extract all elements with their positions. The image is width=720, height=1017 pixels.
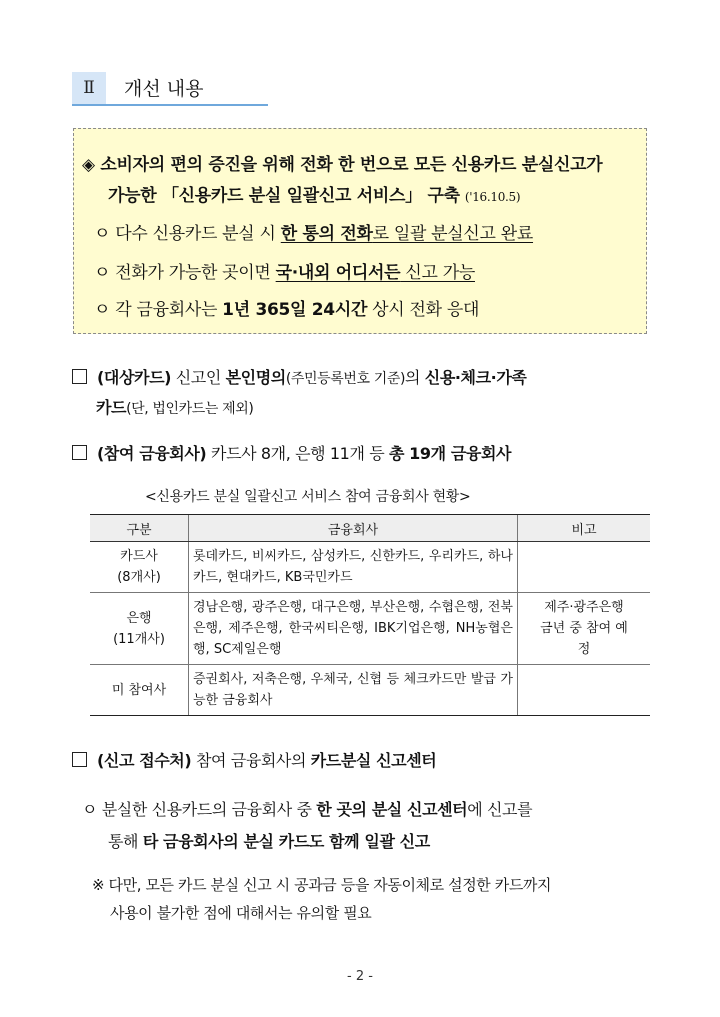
- category-sub: (11개사): [113, 631, 165, 647]
- table-header-note: 비고: [518, 515, 651, 542]
- summary-line-2-text: 가능한 「신용카드 분실 일괄신고 서비스」 구축: [108, 186, 460, 206]
- participants-paragraph: [72, 441, 511, 464]
- summary-item-2-post: 신고 가능: [400, 263, 475, 283]
- diamond-bullet-icon: ◈: [82, 155, 95, 175]
- category-sub: (8개사): [117, 570, 161, 585]
- target-cards-head: (대상카드): [97, 368, 172, 387]
- participants-t1: 카드사 8개, 은행 11개 등: [206, 444, 389, 463]
- page-number: - 2 -: [347, 969, 373, 984]
- summary-item-2-pre: ㅇ 전화가 가능한 곳이면: [94, 263, 276, 283]
- participants-t1b: 총 19개 금융회사: [388, 444, 512, 463]
- table-row: [90, 593, 650, 665]
- summary-item-2: [94, 258, 475, 283]
- reception-note-line-2: 사용이 불가한 점에 대해서는 유의할 필요: [110, 904, 372, 922]
- checkbox-square-icon: [72, 445, 87, 460]
- reception-p2b: 타 금융회사의 분실 카드도 함께 일괄 신고: [142, 832, 430, 851]
- participants-head: (참여 금융회사): [97, 444, 207, 463]
- target-line2s: (단, 법인카드는 제외): [126, 401, 254, 417]
- reception-detail-line-2: [108, 829, 430, 852]
- table-cell-companies: 롯데카드, 비씨카드, 삼성카드, 신한카드, 우리카드, 하나카드, 현대카드, KB국민카드: [189, 542, 518, 593]
- target-line2: 카드: [96, 398, 127, 417]
- category-label: 미 참여사: [111, 682, 167, 698]
- reception-t1: 참여 금융회사의: [191, 751, 311, 770]
- category-label: 카드사: [120, 549, 158, 564]
- reception-p1b: 한 곳의 분실 신고센터: [316, 800, 468, 819]
- table-cell-note: 제주·광주은행 금년 중 참여 예정: [518, 593, 651, 665]
- summary-item-1: [94, 219, 533, 244]
- table-row: [90, 542, 650, 593]
- target-t1b: 본인명의: [225, 368, 286, 387]
- table-cell-note: [518, 542, 651, 593]
- target-t2: 의: [405, 368, 425, 387]
- summary-item-3-post: 상시 전화 응대: [367, 300, 480, 320]
- table-cell-category: [90, 665, 189, 716]
- section-number-badge: Ⅱ: [72, 72, 106, 104]
- summary-item-3-bold: 1년 365일 24시간: [222, 300, 368, 320]
- summary-date: ('16.10.5): [464, 190, 521, 204]
- target-t1s: (주민등록번호 기준): [285, 371, 406, 387]
- category-label: 은행: [126, 610, 152, 626]
- summary-item-3: [94, 295, 479, 320]
- summary-box: [73, 128, 647, 334]
- checkbox-square-icon: [72, 369, 87, 384]
- table-cell-category: [90, 542, 189, 593]
- section-title: 개선 내용: [124, 78, 204, 100]
- target-cards-line-2: [96, 395, 253, 418]
- table-header-companies: 금융회사: [189, 515, 518, 542]
- summary-item-2-bold: 국·내외 어디서든: [275, 263, 401, 283]
- checkbox-square-icon: [72, 752, 87, 767]
- table-row: [90, 665, 650, 716]
- participants-table: [90, 515, 650, 716]
- target-t1: 신고인: [171, 368, 226, 387]
- section-underline: [72, 104, 268, 106]
- table-cell-companies: 경남은행, 광주은행, 대구은행, 부산은행, 수협은행, 전북은행, 제주은행, 한국씨티은행, IBK기업은행, NH농협은행, SC제일은행: [189, 593, 518, 665]
- reception-note-line-1: ※ 다만, 모든 카드 분실 신고 시 공과금 등을 자동이체로 설정한 카드까지: [92, 876, 552, 894]
- summary-item-1-post: 로 일괄 분실신고 완료: [372, 224, 534, 244]
- table-caption: <신용카드 분실 일괄신고 서비스 참여 금융회사 현황>: [145, 489, 471, 505]
- reception-p2a: 통해: [108, 832, 143, 851]
- reception-p1a: ㅇ 분실한 신용카드의 금융회사 중: [82, 800, 317, 819]
- table-header-category: 구분: [90, 515, 189, 542]
- summary-item-1-pre: ㅇ 다수 신용카드 분실 시: [94, 224, 281, 244]
- summary-item-3-pre: ㅇ 각 금융회사는: [94, 300, 223, 320]
- reception-detail-line-1: [82, 797, 532, 820]
- summary-item-1-bold: 한 통의 전화: [280, 224, 373, 244]
- target-cards-paragraph: [72, 365, 526, 388]
- table-header-row: [90, 515, 650, 542]
- summary-line-1: [82, 150, 602, 175]
- table-cell-companies: 증권회사, 저축은행, 우체국, 신협 등 체크카드만 발급 가능한 금융회사: [189, 665, 518, 716]
- reception-p1c: 에 신고를: [467, 800, 533, 819]
- summary-line-2: [108, 181, 520, 206]
- summary-line-1-text: 소비자의 편의 증진을 위해 전화 한 번으로 모든 신용카드 분실신고가: [100, 155, 603, 175]
- table-cell-category: [90, 593, 189, 665]
- table-cell-note: [518, 665, 651, 716]
- reception-paragraph: [72, 748, 436, 771]
- reception-t1b: 카드분실 신고센터: [310, 751, 437, 770]
- reception-head: (신고 접수처): [97, 751, 192, 770]
- target-t2b: 신용·체크·가족: [424, 368, 527, 387]
